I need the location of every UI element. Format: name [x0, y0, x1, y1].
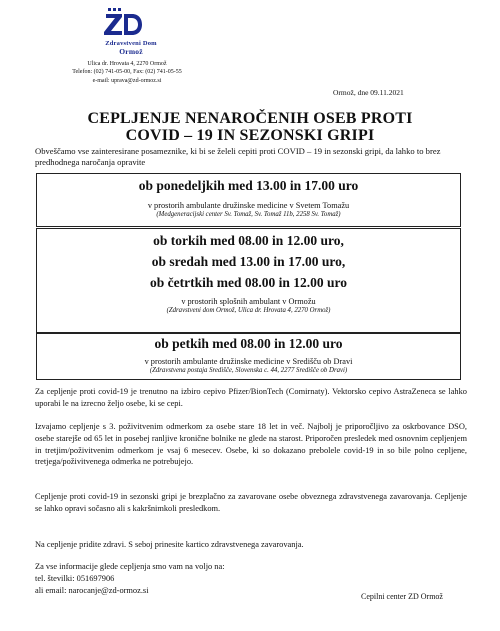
title-line1: CEPLJENJE NENAROČENIH OSEB PROTI [87, 110, 413, 127]
booster-info-paragraph: Izvajamo cepljenje s 3. poživitvenim odmerkom za osebe stare 18 let in več. Najbolj je priporočljivo za oskrbovance DSO, osebe starejše od 65 let in posebej ranljive kronične bolnike ne glede na starost. Priporočen presledek med osnovnim cepljenjem in tretjim/poživitvenim odmerkom je vsaj 6 mesecev. Osebe, ki so dokazano prebolele covid-19 in so bile polno cepljene, tretjega/poživitvenega odmerka ne potrebujejo. [35, 422, 467, 467]
header-email: e-mail: uprava@zd-ormoz.si [92, 77, 162, 84]
schedule-box-ormoz [36, 228, 461, 333]
schedule-time: ob četrtkih med 08.00 in 12.00 uro [149, 275, 347, 290]
org-name [96, 40, 166, 56]
header-phone: Telefon: (02) 741-05-00, Fax: (02) 741-05-55 [72, 69, 182, 76]
intro-text: Obveščamo vse zainteresirane posameznike, ki bi se želeli cepiti proti COVID – 19 in sezonski gripi, da lahko to brez predhodnega naročanja opravite [35, 146, 441, 167]
org-name-line1: Zdravstveni Dom [105, 40, 157, 47]
vaccine-info-paragraph: Za cepljenje proti covid-19 je trenutno na izbiro cepivo Pfizer/BionTech (Comirnaty). Vektorsko cepivo AstraZeneca se lahko uporabi le na izrecno željo osebe, ki se cepi. [35, 387, 467, 408]
zd-ormoz-logo [98, 8, 144, 40]
schedule-box-sredisce [36, 333, 461, 380]
schedule-address: (Zdravstvena postaja Središče, Slovenska c. 44, 2277 Središče ob Dravi) [149, 367, 348, 374]
contact-intro: Za vse informacije glede cepljenja smo vam na voljo na: [35, 562, 225, 571]
schedule-box-sveti-tomaz [36, 173, 461, 227]
signature: Cepilni center ZD Ormož [361, 592, 443, 601]
header-address: Ulica dr. Hrovata 4, 2270 Ormož [87, 61, 167, 67]
title-line2: COVID – 19 IN SEZONSKI GRIPI [125, 127, 375, 144]
schedule-time: ob petkih med 08.00 in 12.00 uro [154, 336, 343, 351]
schedule-address: (Zdravstveni dom Ormož, Ulica dr. Hrovata 4, 2270 Ormož) [166, 307, 331, 314]
bring-card-paragraph: Na cepljenje pridite zdravi. S seboj prinesite kartico zdravstvenega zavarovanja. [35, 540, 304, 549]
schedule-location: v prostorih ambulante družinske medicine v Svetem Tomažu [147, 201, 350, 210]
schedule-location: v prostorih splošnih ambulant v Ormožu [181, 297, 316, 306]
header-contact [52, 60, 202, 85]
schedule-address: (Medgeneracijski center Sv. Tomaž, Sv. Tomaž 11b, 2258 Sv. Tomaž) [156, 211, 341, 218]
schedule-time: ob sredah med 13.00 in 17.00 uro, [151, 254, 346, 269]
schedule-time: ob ponedeljkih med 13.00 in 17.00 uro [138, 178, 359, 193]
schedule-time: ob torkih med 08.00 in 12.00 uro, [153, 233, 344, 248]
contact-phone: tel. številki: 051697906 [35, 573, 115, 583]
free-vaccination-paragraph: Cepljenje proti covid-19 in sezonski gripi je brezplačno za zavarovane osebe obveznega zdravstvenega zavarovanja. Cepljenje se lahko opravi sočasno ali s kakršnimkoli presledkom. [35, 492, 467, 513]
schedule-location: v prostorih ambulante družinske medicine v Središču ob Dravi [144, 357, 353, 366]
contact-email: ali email: narocanje@zd-ormoz.si [35, 585, 149, 595]
org-name-line2: Ormož [119, 47, 143, 56]
document-date: Ormož, dne 09.11.2021 [333, 88, 404, 97]
